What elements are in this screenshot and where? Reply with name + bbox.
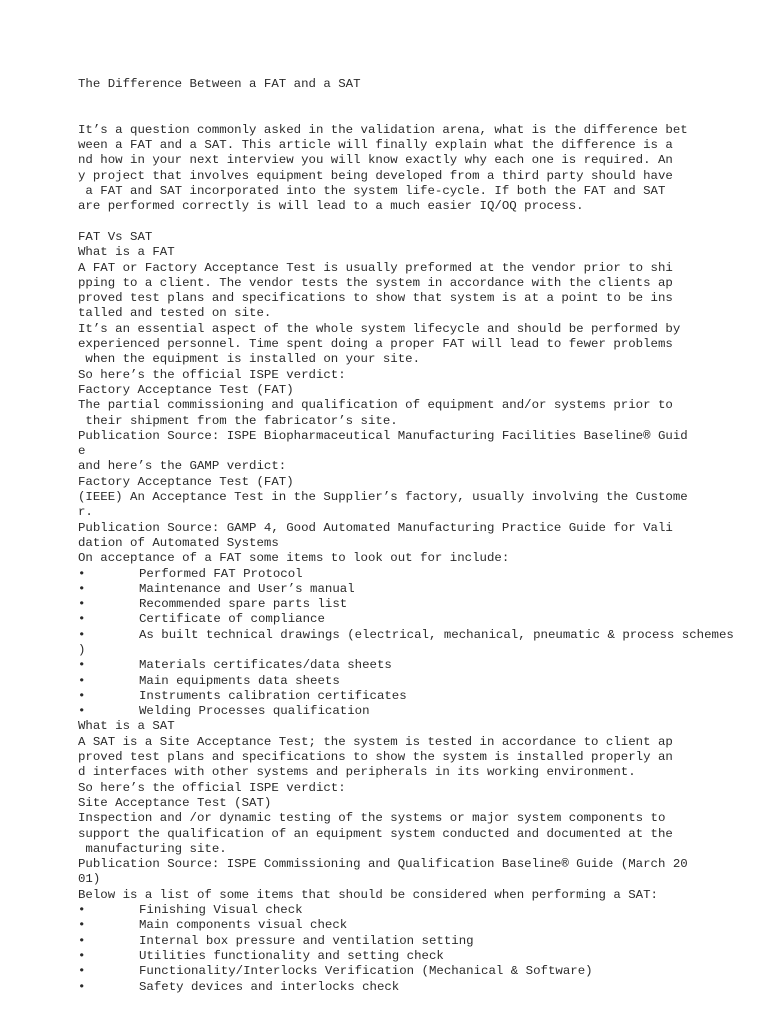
list-item-text: Welding Processes qualification	[139, 704, 370, 719]
subheading-what-is-sat: What is a SAT	[78, 719, 175, 734]
fat-line: Factory Acceptance Test (FAT)	[78, 382, 294, 397]
list-item-text: Performed FAT Protocol	[139, 566, 303, 581]
list-item	[78, 582, 758, 597]
fat-line: So here’s the official ISPE verdict:	[78, 367, 346, 382]
bullet-icon: •	[78, 933, 86, 948]
sat-line: Below is a list of some items that should be considered when performing a SAT:	[78, 887, 658, 902]
intro-paragraph	[78, 123, 758, 215]
list-item	[78, 674, 758, 689]
bullet-icon: •	[78, 566, 86, 581]
list-item-text: Internal box pressure and ventilation setting	[139, 933, 474, 948]
list-item-text: Materials certificates/data sheets	[139, 658, 392, 673]
sat-line: Inspection and /or dynamic testing of the systems or major system components to	[78, 811, 666, 826]
list-item	[78, 612, 758, 627]
sat-line: support the qualification of an equipment system conducted and documented at the	[78, 826, 673, 841]
bullet-icon: •	[78, 581, 86, 596]
sat-line: Site Acceptance Test (SAT)	[78, 795, 272, 810]
list-item	[78, 689, 758, 704]
list-item-text: Certificate of compliance	[139, 612, 325, 627]
fat-line: r.	[78, 505, 93, 520]
fat-line: talled and tested on site.	[78, 306, 272, 321]
intro-line: are performed correctly is will lead to a much easier IQ/OQ process.	[78, 199, 584, 214]
fat-line: their shipment from the fabricator’s site.	[78, 413, 398, 428]
bullet-icon: •	[78, 979, 86, 994]
bullet-icon: •	[78, 903, 86, 918]
fat-line: pping to a client. The vendor tests the system in accordance with the clients ap	[78, 275, 673, 290]
sat-line: A SAT is a Site Acceptance Test; the system is tested in accordance to client ap	[78, 734, 673, 749]
sat-line: proved test plans and specifications to show the system is installed properly an	[78, 750, 673, 765]
list-item	[78, 918, 758, 933]
intro-line: a FAT and SAT incorporated into the system life-cycle. If both the FAT and SAT	[78, 184, 666, 199]
fat-line: The partial commissioning and qualification of equipment and/or systems prior to	[78, 398, 673, 413]
fat-line: Publication Source: GAMP 4, Good Automated Manufacturing Practice Guide for Vali	[78, 520, 673, 535]
fat-section	[78, 230, 758, 567]
fat-line: dation of Automated Systems	[78, 535, 279, 550]
intro-line: y project that involves equipment being developed from a third party should have	[78, 168, 673, 183]
bullet-icon: •	[78, 627, 86, 642]
list-item-text: Safety devices and interlocks check	[139, 979, 400, 994]
sat-line: Publication Source: ISPE Commissioning and Qualification Baseline® Guide (March 20	[78, 857, 688, 872]
list-item	[78, 567, 758, 582]
list-item-text: Recommended spare parts list	[139, 597, 348, 612]
list-item-text: Functionality/Interlocks Verification (Mechanical & Software)	[139, 964, 593, 979]
bullet-icon: •	[78, 948, 86, 963]
bullet-icon: •	[78, 918, 86, 933]
fat-line: On acceptance of a FAT some items to look out for include:	[78, 551, 510, 566]
document-title: The Difference Between a FAT and a SAT	[78, 77, 361, 91]
list-item	[78, 949, 758, 964]
intro-line: It’s a question commonly asked in the validation arena, what is the difference bet	[78, 122, 688, 137]
intro-line: nd how in your next interview you will know exactly why each one is required. An	[78, 153, 673, 168]
bullet-icon: •	[78, 673, 86, 688]
sat-line: manufacturing site.	[78, 841, 227, 856]
fat-line: e	[78, 444, 86, 459]
fat-line: Factory Acceptance Test (FAT)	[78, 474, 294, 489]
section-heading: FAT Vs SAT	[78, 229, 153, 244]
fat-line: A FAT or Factory Acceptance Test is usually preformed at the vendor prior to shi	[78, 260, 673, 275]
fat-line: and here’s the GAMP verdict:	[78, 459, 287, 474]
sat-section	[78, 719, 758, 903]
list-item	[78, 934, 758, 949]
fat-line: when the equipment is installed on your site.	[78, 352, 421, 367]
list-item	[78, 980, 758, 995]
list-item-continuation: )	[78, 642, 86, 657]
list-item-text: Utilities functionality and setting check	[139, 948, 444, 963]
bullet-icon: •	[78, 964, 86, 979]
fat-line: experienced personnel. Time spent doing a proper FAT will lead to fewer problems	[78, 337, 673, 352]
list-item	[78, 628, 758, 643]
sat-checklist	[78, 903, 758, 995]
bullet-icon: •	[78, 688, 86, 703]
list-item-text: Instruments calibration certificates	[139, 688, 407, 703]
document-body	[78, 77, 758, 995]
fat-line: It’s an essential aspect of the whole system lifecycle and should be performed by	[78, 321, 681, 336]
fat-line: Publication Source: ISPE Biopharmaceutical Manufacturing Facilities Baseline® Guid	[78, 428, 688, 443]
fat-checklist	[78, 567, 758, 720]
list-item	[78, 658, 758, 673]
spacer	[78, 215, 758, 230]
fat-line: proved test plans and specifications to show that system is at a point to be ins	[78, 291, 673, 306]
list-item-text: As built technical drawings (electrical, mechanical, pneumatic & process schemes	[139, 627, 734, 642]
subheading-what-is-fat: What is a FAT	[78, 245, 175, 260]
list-item-text: Maintenance and User’s manual	[139, 581, 355, 596]
bullet-icon: •	[78, 658, 86, 673]
fat-line: (IEEE) An Acceptance Test in the Supplier’s factory, usually involving the Custome	[78, 490, 688, 505]
sat-line: d interfaces with other systems and peripherals in its working environment.	[78, 765, 636, 780]
list-item-text: Main components visual check	[139, 918, 348, 933]
list-item-text: Finishing Visual check	[139, 903, 303, 918]
bullet-icon: •	[78, 612, 86, 627]
list-item	[78, 964, 758, 979]
list-item-text: Main equipments data sheets	[139, 673, 340, 688]
list-item	[78, 903, 758, 918]
sat-line: So here’s the official ISPE verdict:	[78, 780, 346, 795]
bullet-icon: •	[78, 597, 86, 612]
bullet-icon: •	[78, 704, 86, 719]
list-item	[78, 597, 758, 612]
sat-line: 01)	[78, 872, 101, 887]
intro-line: ween a FAT and a SAT. This article will finally explain what the difference is a	[78, 138, 673, 153]
list-item	[78, 704, 758, 719]
